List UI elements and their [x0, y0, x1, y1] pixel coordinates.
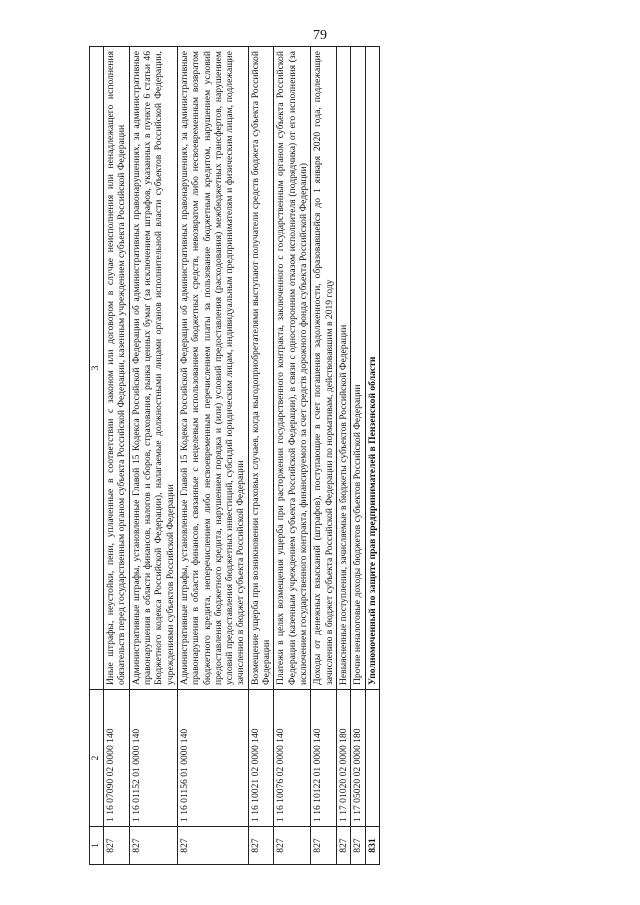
- table-row: [336, 47, 350, 865]
- admin-code-cell: 827: [274, 827, 311, 865]
- description-cell: Прочие неналоговые доходы бюджетов субъектов Российской Федерации: [351, 47, 365, 690]
- revenue-code-cell: 1 16 01156 01 0000 140: [177, 690, 248, 827]
- header-col-2: 2: [90, 690, 104, 827]
- revenue-code-cell: 1 16 01152 01 0000 140: [129, 690, 177, 827]
- revenue-code-cell: 1 16 10122 01 0000 140: [311, 690, 337, 827]
- page-number: 79: [313, 28, 327, 43]
- description-cell: Доходы от денежных взысканий (штрафов), поступающие в счет погашения задолженности, образовавшейся до 1 января 2020 года, подлежащие зачислению в бюджет субъекта Российской Федерации по нормативам, действовавшим в 2019 году: [311, 47, 337, 690]
- table-row: [177, 47, 248, 865]
- header-col-1: 1: [90, 827, 104, 865]
- revenue-code-cell: 1 16 10021 02 0000 140: [248, 690, 274, 827]
- admin-code-cell: 827: [129, 827, 177, 865]
- description-cell: Возмещение ущерба при возникновении страховых случаев, когда выгодоприобретателями выступают получатели средств бюджета субъекта Российской Федерации: [248, 47, 274, 690]
- description-cell: Платежи в целях возмещения ущерба при расторжении государственного контракта, заключенного с государственным органом субъекта Российской Федерации (казенным учреждением субъекта Российской Федерации), в связи с односторонним отказом исполнителя (подрядчика) от его исполнения (за исключением государственного контракта, финансируемого за счет средств дорожного фонда субъекта Российской Федерации): [274, 47, 311, 690]
- table-row: [248, 47, 274, 865]
- table-row: [351, 47, 365, 865]
- revenue-code-cell: 1 16 07090 02 0000 140: [104, 690, 130, 827]
- description-cell: Иные штрафы, неустойки, пени, уплаченные в соответствии с законом или договором в случае неисполнения или ненадлежащего исполнения обязательств перед государственным органом субъекта Российской Федерации, казенным учреждением субъекта Российской Федерации: [104, 47, 130, 690]
- description-cell: Административные штрафы, установленные Главой 15 Кодекса Российской Федерации об административных правонарушениях, за административные правонарушения в области финансов, налогов и сборов, страхования, рынка ценных бумаг (за исключением штрафов, указанных в пункте 6 статьи 46 Бюджетного кодекса Российской Федерации), налагаемые должностными лицами органов исполнительной власти субъектов Российской Федерации, учреждениями субъектов Российской Федерации: [129, 47, 177, 690]
- rotated-table-wrapper: [89, 47, 569, 865]
- admin-code-cell: 831: [365, 827, 379, 865]
- header-col-3: 3: [90, 47, 104, 690]
- revenue-code-cell: 1 16 10076 02 0000 140: [274, 690, 311, 827]
- table-row: [311, 47, 337, 865]
- revenue-code-cell: 1 17 01020 02 0000 180: [336, 690, 350, 827]
- table-row: [365, 47, 379, 865]
- admin-code-cell: 827: [336, 827, 350, 865]
- description-cell: Невыясненные поступления, зачисляемые в бюджеты субъектов Российской Федерации: [336, 47, 350, 690]
- rotated-table-area: [89, 47, 569, 865]
- description-cell: Административные штрафы, установленные Главой 15 Кодекса Российской Федерации об административных правонарушениях, за административные правонарушения в области финансов, связанные с нецелевым использованием бюджетных средств, невозвратом либо несвоевременным возвратом бюджетного кредита, неперечислением либо несвоевременным перечислением платы за пользование бюджетным кредитом, нарушением условий предоставления бюджетного кредита, нарушением порядка и (или) условий предоставления (расходования) межбюджетных трансфертов, нарушением условий предоставления бюджетных инвестиций, субсидий юридическим лицам, индивидуальным предпринимателям и физическим лицам, подлежащие зачислению в бюджет субъекта Российской Федерации: [177, 47, 248, 690]
- budget-codes-table: [89, 46, 380, 865]
- revenue-code-cell: [365, 690, 379, 827]
- table-row: [274, 47, 311, 865]
- admin-code-cell: 827: [351, 827, 365, 865]
- table-row: [104, 47, 130, 865]
- admin-code-cell: 827: [104, 827, 130, 865]
- table-header-row: [90, 47, 104, 865]
- table-row: [129, 47, 177, 865]
- admin-code-cell: 827: [177, 827, 248, 865]
- admin-code-cell: 827: [311, 827, 337, 865]
- admin-code-cell: 827: [248, 827, 274, 865]
- revenue-code-cell: 1 17 05020 02 0000 180: [351, 690, 365, 827]
- description-cell: Уполномоченный по защите прав предпринимателей в Пензенской области: [365, 47, 379, 690]
